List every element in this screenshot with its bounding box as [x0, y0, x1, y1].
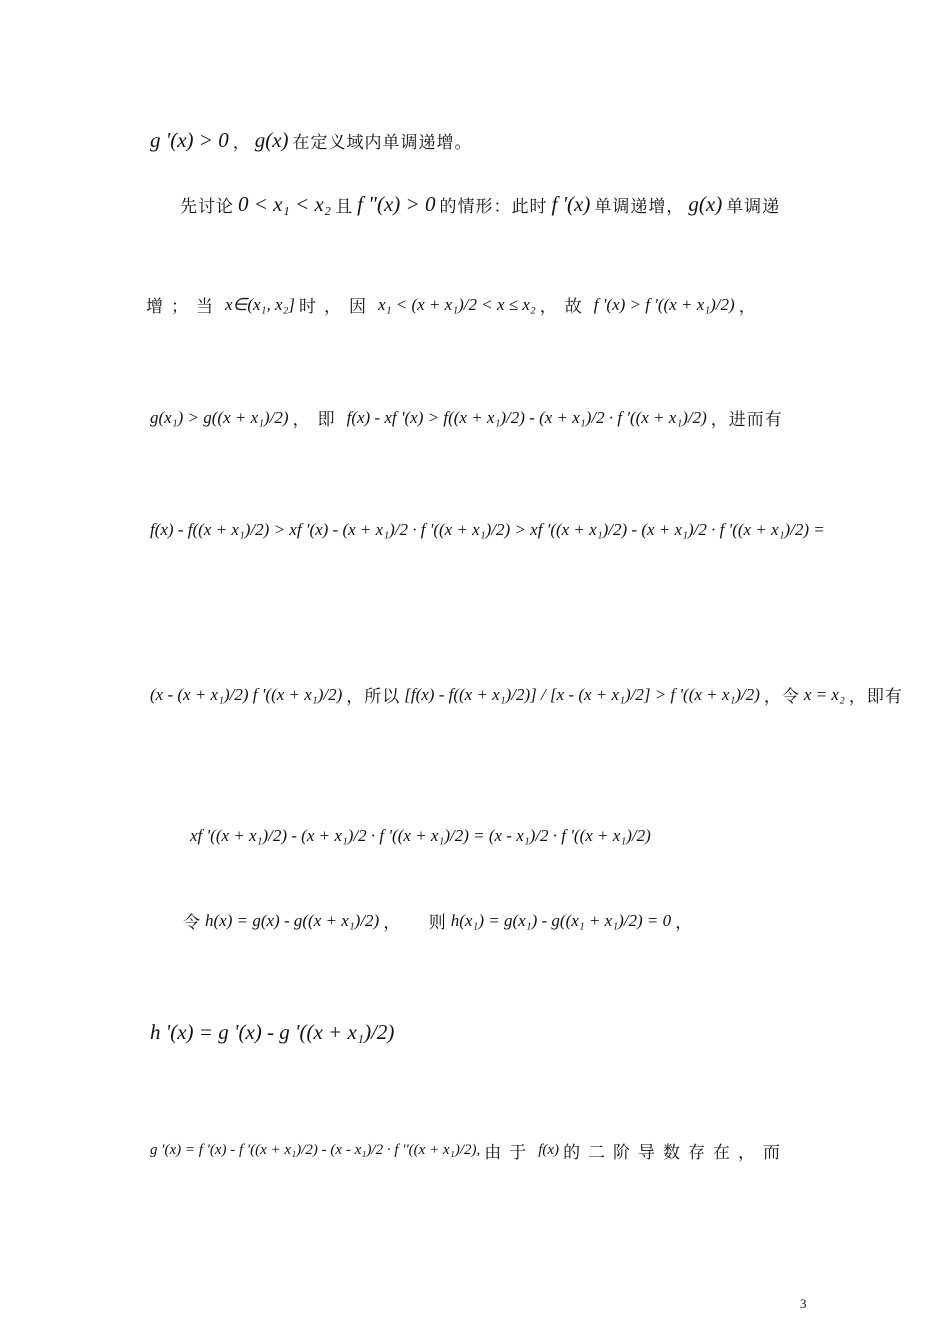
line-4: [146, 405, 783, 430]
math-expr: f "(x) > 0: [357, 192, 436, 216]
line-3: [146, 292, 757, 317]
math-expr: f '(x) > f '((x + x₁)/2): [593, 294, 735, 314]
math-expr: h(x) = g(x) - g((x + x₁)/2): [205, 910, 380, 930]
text: 单调递增，: [594, 197, 685, 217]
text: ，故: [539, 297, 590, 317]
text: 令: [183, 913, 201, 933]
text: ，: [738, 297, 757, 317]
math-expr: f '(x): [551, 192, 591, 216]
math-expr: f(x) - f((x + x₁)/2) > xf '(x) - (x + x₁)/2 · f '((x + x₁)/2) > xf '((x + x₁)/2) - (x + x₁)/2 · f '((x + x₁)/2) =: [150, 520, 825, 539]
page-number: 3: [800, 1296, 807, 1311]
line-6: [146, 682, 903, 707]
text: ， 则: [383, 913, 447, 933]
text: 先讨论: [180, 197, 234, 217]
math-expr: x = x₂: [803, 684, 845, 704]
math-expr: xf '((x + x₁)/2) - (x + x₁)/2 · f '((x + x₁)/2) = (x - x₁)/2 · f '((x + x₁)/2): [190, 826, 651, 845]
math-expr: f(x): [538, 1142, 560, 1158]
math-expr: [f(x) - f((x + x₁)/2)] / [x - (x + x₁)/2] > f '((x + x₁)/2): [404, 684, 760, 704]
line-1: [146, 128, 473, 153]
line-5: [146, 520, 829, 540]
text: ，即有: [848, 687, 903, 707]
text: 的二阶导数存在，而: [563, 1143, 789, 1163]
math-expr: h '(x) = g '(x) - g '((x + x₁)/2): [150, 1020, 395, 1044]
math-expr: h(x₁) = g(x₁) - g((x₁ + x₁)/2) = 0: [450, 910, 672, 930]
math-expr: f(x) - xf '(x) > f((x + x₁)/2) - (x + x₁)/2 · f '((x + x₁)/2): [346, 407, 707, 427]
math-expr: 0 < x₁ < x₂: [238, 192, 332, 216]
math-expr: g '(x) = f '(x) - f '((x + x₁)/2) - (x - x₁)/2 · f ''((x + x₁)/2),: [150, 1142, 481, 1158]
math-expr: x∈(x₁, x₂]: [225, 294, 296, 314]
text: 时，因: [299, 297, 375, 317]
text: ，令: [763, 687, 800, 707]
math-expr: g(x): [254, 128, 289, 152]
text: ，: [675, 913, 694, 933]
text: ，所以: [346, 687, 401, 707]
math-expr: g(x): [688, 192, 723, 216]
math-expr: g '(x) > 0: [150, 128, 229, 152]
text: ，: [232, 133, 251, 153]
line-9: [146, 1020, 398, 1045]
text: 的情形：此时: [439, 197, 548, 217]
line-10: [146, 1138, 788, 1163]
text: 且: [335, 197, 354, 217]
text: 在定义域内单调递增。: [292, 133, 473, 153]
text: 由于: [484, 1143, 535, 1163]
text: 增；当: [146, 297, 221, 317]
math-expr: (x - (x + x₁)/2) f '((x + x₁)/2): [150, 684, 343, 704]
text: ，进而有: [710, 410, 783, 430]
line-2: [180, 192, 780, 217]
text: ，即: [292, 410, 343, 430]
text: 单调递: [726, 197, 781, 217]
math-expr: x₁ < (x + x₁)/2 < x ≤ x₂: [378, 294, 536, 314]
math-expr: g(x₁) > g((x + x₁)/2): [150, 407, 289, 427]
line-8: [183, 908, 693, 933]
line-7: [186, 826, 655, 846]
